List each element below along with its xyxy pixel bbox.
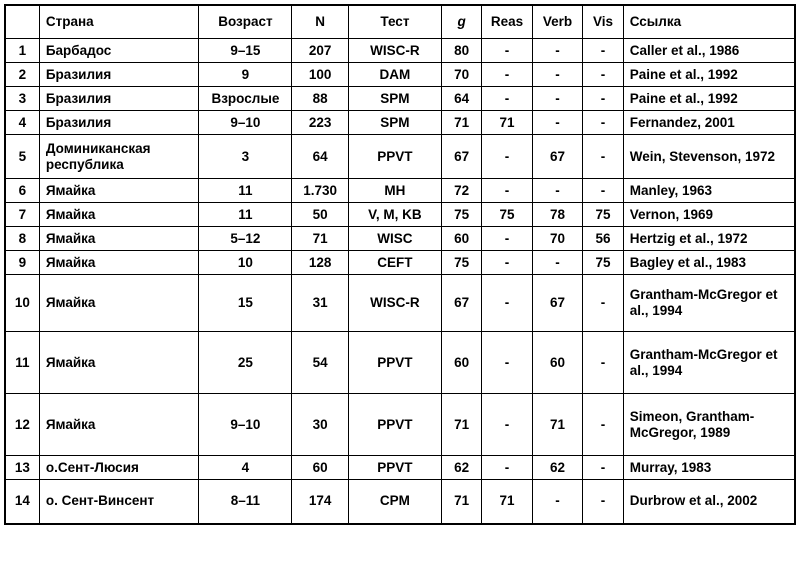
cell-verb: - (532, 251, 583, 275)
cell-age: 9–10 (199, 394, 292, 456)
cell-g: 60 (441, 332, 481, 394)
table-row (5, 275, 795, 332)
table-row (5, 39, 795, 63)
cell-country: Бразилия (39, 87, 199, 111)
cell-reference: Vernon, 1969 (623, 203, 795, 227)
cell-verb: 62 (532, 456, 583, 480)
table-row (5, 456, 795, 480)
cell-reference: Manley, 1963 (623, 179, 795, 203)
cell-g: 75 (441, 251, 481, 275)
cell-test: WISC-R (348, 275, 441, 332)
cell-reas: - (482, 179, 533, 203)
cell-age: 15 (199, 275, 292, 332)
cell-number: 4 (5, 111, 39, 135)
cell-country: Бразилия (39, 63, 199, 87)
cell-age: 9 (199, 63, 292, 87)
cell-g: 71 (441, 480, 481, 524)
cell-reference: Durbrow et al., 2002 (623, 480, 795, 524)
cell-verb: 78 (532, 203, 583, 227)
cell-country: Ямайка (39, 275, 199, 332)
cell-n: 60 (292, 456, 349, 480)
cell-number: 2 (5, 63, 39, 87)
cell-g: 71 (441, 111, 481, 135)
cell-test: PPVT (348, 332, 441, 394)
cell-number: 9 (5, 251, 39, 275)
cell-g: 60 (441, 227, 481, 251)
cell-test: SPM (348, 87, 441, 111)
table-header-row (5, 5, 795, 39)
cell-reas: 71 (482, 480, 533, 524)
cell-reas: 75 (482, 203, 533, 227)
cell-verb: - (532, 87, 583, 111)
column-header-reas: Reas (482, 5, 533, 39)
cell-verb: - (532, 179, 583, 203)
cell-reference: Grantham-McGregor et al., 1994 (623, 332, 795, 394)
cell-g: 67 (441, 135, 481, 179)
cell-reference: Simeon, Grantham-McGregor, 1989 (623, 394, 795, 456)
cell-country: Ямайка (39, 203, 199, 227)
cell-n: 30 (292, 394, 349, 456)
cell-n: 64 (292, 135, 349, 179)
table-header (5, 5, 795, 39)
cell-number: 11 (5, 332, 39, 394)
cell-age: 4 (199, 456, 292, 480)
cell-g: 75 (441, 203, 481, 227)
table-row (5, 203, 795, 227)
cell-g: 72 (441, 179, 481, 203)
cell-verb: 67 (532, 135, 583, 179)
column-header-verb: Verb (532, 5, 583, 39)
cell-vis: - (583, 394, 623, 456)
table-body (5, 39, 795, 524)
cell-test: WISC (348, 227, 441, 251)
cell-country: о. Сент-Винсент (39, 480, 199, 524)
column-header-age: Возраст (199, 5, 292, 39)
cell-test: MH (348, 179, 441, 203)
cell-number: 10 (5, 275, 39, 332)
cell-n: 71 (292, 227, 349, 251)
cell-age: Взрослые (199, 87, 292, 111)
cell-test: CPM (348, 480, 441, 524)
table-row (5, 179, 795, 203)
cell-reas: - (482, 39, 533, 63)
column-header-vis: Vis (583, 5, 623, 39)
cell-vis: - (583, 87, 623, 111)
column-header-number (5, 5, 39, 39)
cell-age: 25 (199, 332, 292, 394)
table-row (5, 87, 795, 111)
cell-reference: Bagley et al., 1983 (623, 251, 795, 275)
cell-reas: - (482, 227, 533, 251)
cell-g: 80 (441, 39, 481, 63)
cell-number: 6 (5, 179, 39, 203)
table-row (5, 480, 795, 524)
table-row (5, 332, 795, 394)
cell-reference: Caller et al., 1986 (623, 39, 795, 63)
cell-number: 1 (5, 39, 39, 63)
cell-test: DAM (348, 63, 441, 87)
cell-g: 70 (441, 63, 481, 87)
cell-reference: Paine et al., 1992 (623, 63, 795, 87)
column-header-n: N (292, 5, 349, 39)
cell-verb: - (532, 63, 583, 87)
cell-vis: - (583, 63, 623, 87)
cell-reference: Grantham-McGregor et al., 1994 (623, 275, 795, 332)
cell-country: о.Сент-Люсия (39, 456, 199, 480)
cell-vis: - (583, 480, 623, 524)
cell-n: 1.730 (292, 179, 349, 203)
cell-reference: Wein, Stevenson, 1972 (623, 135, 795, 179)
cell-number: 12 (5, 394, 39, 456)
cell-n: 31 (292, 275, 349, 332)
cell-g: 67 (441, 275, 481, 332)
cell-country: Ямайка (39, 394, 199, 456)
cell-test: SPM (348, 111, 441, 135)
cell-age: 11 (199, 179, 292, 203)
cell-test: PPVT (348, 394, 441, 456)
cell-vis: - (583, 135, 623, 179)
cell-g: 71 (441, 394, 481, 456)
column-header-g: g (441, 5, 481, 39)
cell-test: PPVT (348, 456, 441, 480)
cell-number: 13 (5, 456, 39, 480)
cell-age: 9–15 (199, 39, 292, 63)
table-row (5, 227, 795, 251)
cell-verb: - (532, 480, 583, 524)
cell-reference: Paine et al., 1992 (623, 87, 795, 111)
cell-reference: Fernandez, 2001 (623, 111, 795, 135)
cell-n: 174 (292, 480, 349, 524)
cell-g: 62 (441, 456, 481, 480)
cell-verb: 71 (532, 394, 583, 456)
table-row (5, 251, 795, 275)
cell-verb: - (532, 111, 583, 135)
cell-n: 88 (292, 87, 349, 111)
cell-country: Барбадос (39, 39, 199, 63)
cell-n: 223 (292, 111, 349, 135)
cell-test: CEFT (348, 251, 441, 275)
cell-test: WISC-R (348, 39, 441, 63)
cell-country: Бразилия (39, 111, 199, 135)
cell-reas: - (482, 63, 533, 87)
cell-number: 5 (5, 135, 39, 179)
column-header-country: Страна (39, 5, 199, 39)
cell-reas: - (482, 87, 533, 111)
cell-reas: - (482, 332, 533, 394)
cell-age: 8–11 (199, 480, 292, 524)
cell-vis: - (583, 179, 623, 203)
cell-test: V, M, KB (348, 203, 441, 227)
cell-vis: 56 (583, 227, 623, 251)
cell-reas: - (482, 251, 533, 275)
cell-verb: - (532, 39, 583, 63)
cell-vis: - (583, 332, 623, 394)
table-row (5, 63, 795, 87)
cell-g: 64 (441, 87, 481, 111)
cell-age: 5–12 (199, 227, 292, 251)
cell-reas: - (482, 456, 533, 480)
column-header-reference: Ссылка (623, 5, 795, 39)
cell-number: 7 (5, 203, 39, 227)
cell-reas: 71 (482, 111, 533, 135)
table-row (5, 394, 795, 456)
cell-country: Ямайка (39, 332, 199, 394)
cell-age: 10 (199, 251, 292, 275)
cell-test: PPVT (348, 135, 441, 179)
cell-n: 54 (292, 332, 349, 394)
cell-number: 14 (5, 480, 39, 524)
cell-country: Доминиканская республика (39, 135, 199, 179)
iq-studies-table (4, 4, 796, 525)
cell-country: Ямайка (39, 179, 199, 203)
cell-number: 8 (5, 227, 39, 251)
cell-n: 207 (292, 39, 349, 63)
cell-number: 3 (5, 87, 39, 111)
table-row (5, 135, 795, 179)
cell-vis: 75 (583, 251, 623, 275)
cell-n: 100 (292, 63, 349, 87)
cell-reas: - (482, 135, 533, 179)
cell-vis: - (583, 111, 623, 135)
cell-country: Ямайка (39, 227, 199, 251)
cell-verb: 60 (532, 332, 583, 394)
cell-reas: - (482, 394, 533, 456)
cell-reference: Hertzig et al., 1972 (623, 227, 795, 251)
cell-vis: - (583, 456, 623, 480)
cell-age: 3 (199, 135, 292, 179)
cell-verb: 70 (532, 227, 583, 251)
cell-age: 9–10 (199, 111, 292, 135)
cell-reference: Murray, 1983 (623, 456, 795, 480)
table-row (5, 111, 795, 135)
column-header-test: Тест (348, 5, 441, 39)
cell-reas: - (482, 275, 533, 332)
cell-age: 11 (199, 203, 292, 227)
cell-vis: - (583, 275, 623, 332)
cell-vis: 75 (583, 203, 623, 227)
cell-n: 50 (292, 203, 349, 227)
cell-country: Ямайка (39, 251, 199, 275)
cell-vis: - (583, 39, 623, 63)
cell-n: 128 (292, 251, 349, 275)
cell-verb: 67 (532, 275, 583, 332)
